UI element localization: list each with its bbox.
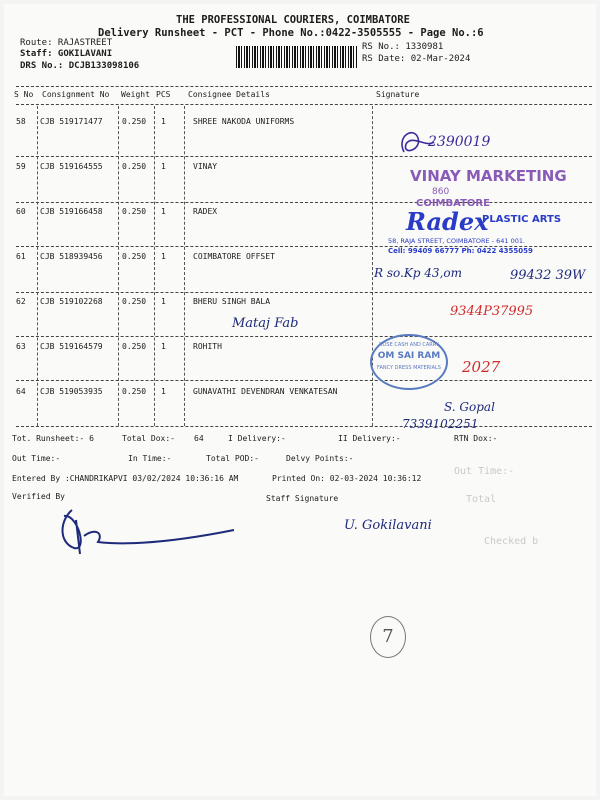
vinay-stamp-name: VINAY MARKETING — [410, 167, 567, 185]
handwritten-name: Mataj Fab — [232, 316, 299, 331]
row-weight: 0.250 — [122, 162, 147, 171]
staff-label: Staff: GOKILAVANI — [20, 49, 113, 59]
col-sep — [118, 106, 119, 426]
rtn-dox: RTN Dox:- — [454, 434, 498, 443]
row-weight: 0.250 — [122, 342, 147, 351]
row-pcs: 1 — [161, 342, 166, 351]
printed-on: Printed On: 02-03-2024 10:36:12 — [272, 474, 422, 483]
delvy-points: Delvy Points:- — [286, 454, 354, 463]
row-consignment: CJB 519102268 — [40, 297, 103, 306]
barcode — [236, 46, 358, 68]
row-pcs: 1 — [161, 387, 166, 396]
row-sno: 61 — [16, 252, 26, 261]
radex-stamp-sub: PLASTIC ARTS — [482, 214, 562, 225]
handwritten-note: 2390019 — [428, 134, 491, 150]
col-consignee: Consignee Details — [188, 90, 270, 99]
row-sno: 63 — [16, 342, 26, 351]
row-consignee: GUNAVATHI DEVENDRAN VENKATESAN — [193, 387, 338, 396]
handwritten-phone: 7339102251 — [402, 417, 479, 431]
row-sno: 60 — [16, 207, 26, 216]
row-pcs: 1 — [161, 117, 166, 126]
row-consignment: CJB 519053935 — [40, 387, 103, 396]
vinay-stamp-city: COIMBATORE — [416, 198, 490, 209]
row-rule — [16, 292, 592, 293]
rs-date: RS Date: 02-Mar-2024 — [362, 54, 471, 64]
ii-delivery: II Delivery:- — [338, 434, 401, 443]
row-sno: 59 — [16, 162, 26, 171]
bleed-text: Out Time:- — [454, 466, 515, 477]
staff-signature: U. Gokilavani — [344, 518, 432, 533]
table-rule-bottom — [16, 426, 592, 427]
omsairam-stamp-sub: FANCY DRESS MATERIALS — [377, 365, 441, 371]
runsheet-title: Delivery Runsheet - PCT - Phone No.:0422-3505555 - Page No.:6 — [98, 27, 484, 39]
handwritten-note: R so.Kp 43,om — [374, 266, 462, 280]
total-runsheet: Tot. Runsheet:- 6 — [12, 434, 94, 443]
row-weight: 0.250 — [122, 252, 147, 261]
omsairam-stamp-top: ROSE CASH AND CARRY — [379, 342, 439, 348]
row-pcs: 1 — [161, 297, 166, 306]
row-weight: 0.250 — [122, 117, 147, 126]
total-dox-label: Total Dox:- — [122, 434, 175, 443]
row-consignee: ROHITH — [193, 342, 222, 351]
staff-signature-label: Staff Signature — [266, 494, 339, 503]
row-consignee: BHERU SINGH BALA — [193, 297, 271, 306]
row-consignment: CJB 518939456 — [40, 252, 103, 261]
rs-number: RS No.: 1330981 — [362, 42, 444, 52]
row-consignment: CJB 519164555 — [40, 162, 103, 171]
verified-signature — [34, 502, 274, 562]
row-consignee: SHREE NAKODA UNIFORMS — [193, 117, 295, 126]
row-consignee: VINAY — [193, 162, 218, 171]
row-consignee: RADEX — [193, 207, 218, 216]
page-mark: 7 — [370, 616, 406, 658]
row-sno: 64 — [16, 387, 26, 396]
i-delivery: I Delivery:- — [228, 434, 286, 443]
row-weight: 0.250 — [122, 207, 147, 216]
col-sep — [372, 106, 373, 426]
entered-by: Entered By :CHANDRIKAPVI 03/02/2024 10:36:16 AM — [12, 474, 239, 483]
col-sep — [37, 106, 38, 426]
header-rule-bottom — [16, 104, 592, 105]
row-pcs: 1 — [161, 162, 166, 171]
header-rule-top — [16, 86, 592, 87]
row-pcs: 1 — [161, 207, 166, 216]
row-consignment: CJB 519164579 — [40, 342, 103, 351]
radex-stamp-phone: Cell: 99409 66777 Ph: 0422 4355059 — [388, 247, 533, 255]
row-consignment: CJB 519166458 — [40, 207, 103, 216]
col-consignment: Consignment No — [42, 90, 110, 99]
col-sno: S No — [14, 90, 34, 99]
out-time: Out Time:- — [12, 454, 61, 463]
handwritten-name: S. Gopal — [444, 400, 495, 414]
row-rule — [16, 336, 592, 337]
total-dox-value: 64 — [194, 434, 204, 443]
drs-number: DRS No.: DCJB133098106 — [20, 61, 140, 71]
row-sno: 58 — [16, 117, 26, 126]
col-sep — [184, 106, 185, 426]
company-title: THE PROFESSIONAL COURIERS, COIMBATORE — [176, 14, 410, 26]
vinay-stamp-line: 860 — [432, 187, 450, 197]
row-pcs: 1 — [161, 252, 166, 261]
runsheet-page — [4, 4, 596, 796]
handwritten-phone: 99432 39W — [510, 268, 586, 283]
col-weight: Weight — [121, 90, 150, 99]
row-rule — [16, 202, 592, 203]
bleed-text: Checked b — [484, 536, 539, 547]
omsairam-stamp — [370, 334, 448, 390]
row-sno: 62 — [16, 297, 26, 306]
col-sep — [154, 106, 155, 426]
total-pod: Total POD:- — [206, 454, 259, 463]
col-pcs: PCS — [156, 90, 171, 99]
route-label: Route: RAJASTREET — [20, 38, 113, 48]
handwritten-note: 2027 — [462, 358, 501, 376]
row-consignee: COIMBATORE OFFSET — [193, 252, 275, 261]
bleed-text: Total — [466, 494, 497, 505]
handwritten-phone: 9344P37995 — [450, 304, 534, 319]
in-time: In Time:- — [128, 454, 172, 463]
verified-by: Verified By — [12, 492, 65, 501]
radex-stamp-address: 58, RAJA STREET, COIMBATORE - 641 001. — [388, 237, 526, 245]
omsairam-stamp-name: OM SAI RAM — [377, 351, 441, 361]
col-signature: Signature — [376, 90, 420, 99]
row-weight: 0.250 — [122, 387, 147, 396]
row-weight: 0.250 — [122, 297, 147, 306]
row-consignment: CJB 519171477 — [40, 117, 103, 126]
row-rule — [16, 380, 592, 381]
radex-stamp-logo: Radex — [406, 207, 489, 236]
